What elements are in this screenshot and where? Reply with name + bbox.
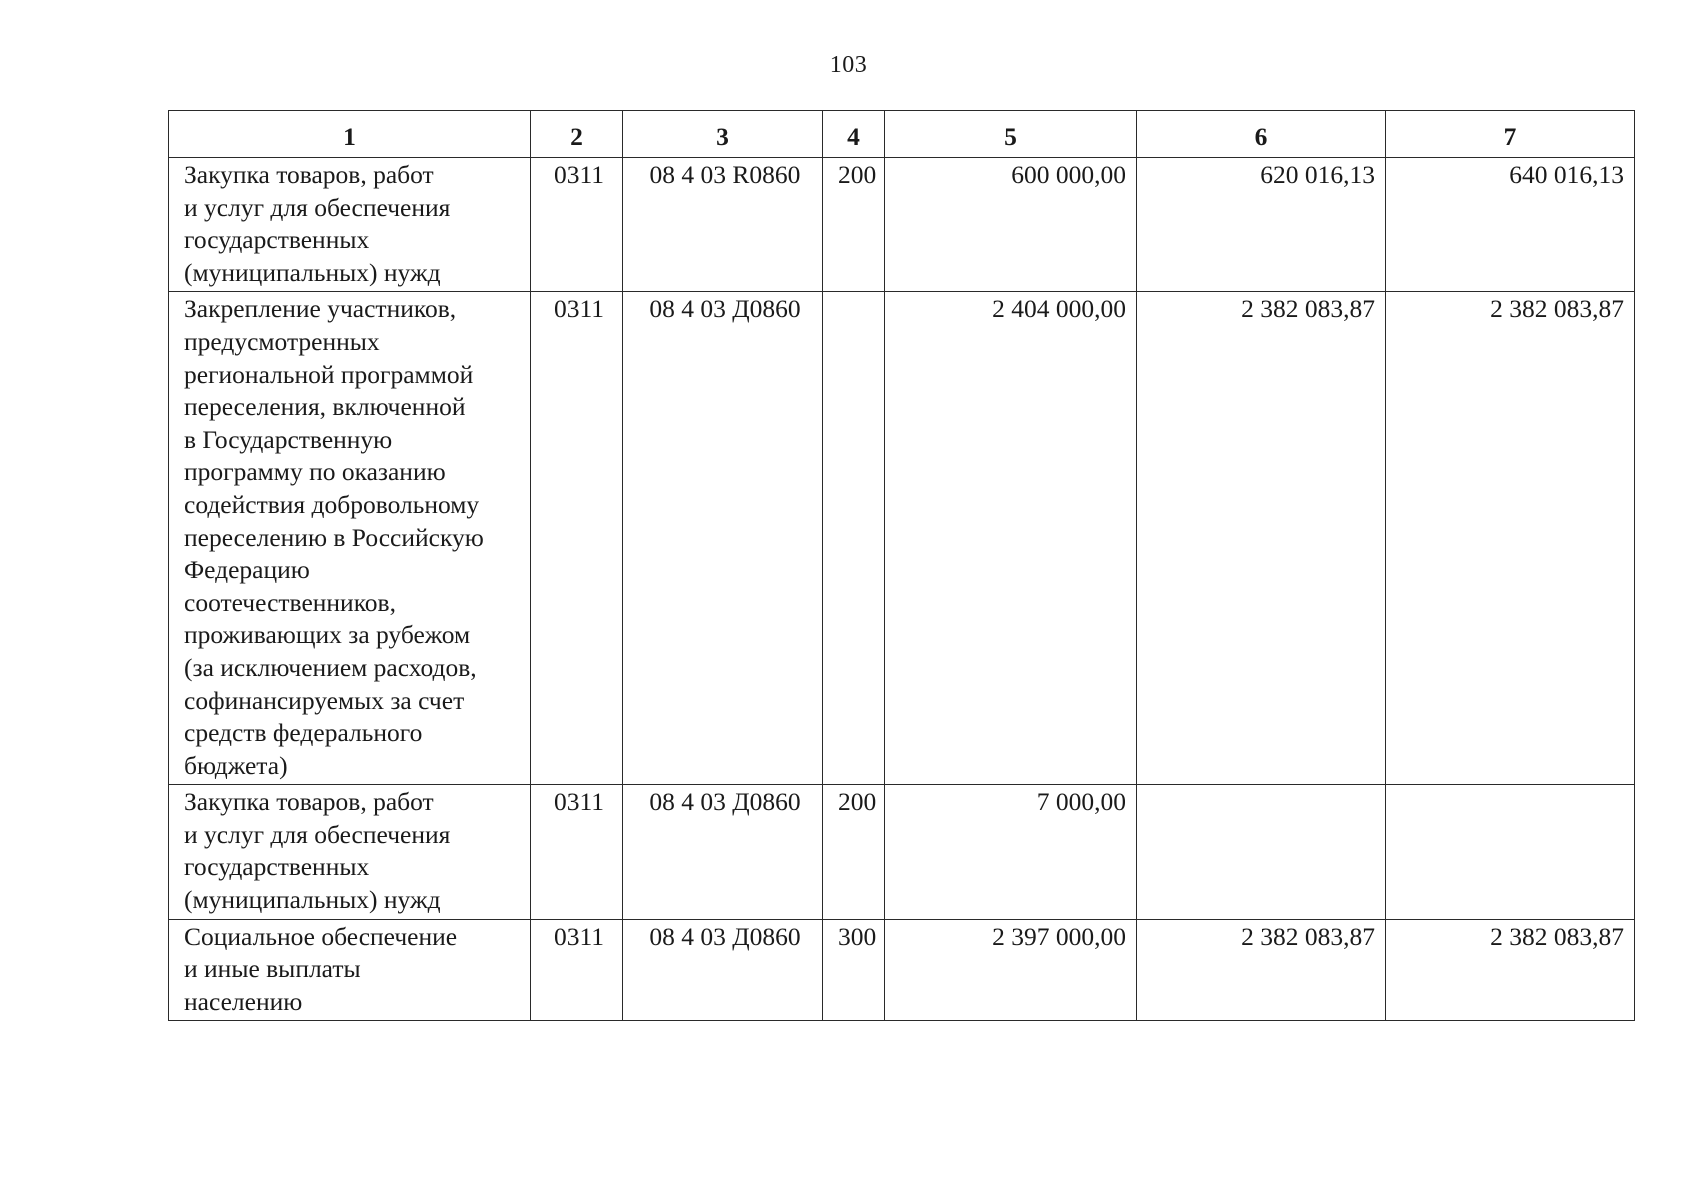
target-code-cell: 08 4 03 Д0860 <box>623 785 823 919</box>
amount-cell-7: 2 382 083,87 <box>1386 292 1635 785</box>
expense-type-cell <box>823 292 885 785</box>
expense-name-cell: Социальное обеспечение и иные выплаты населению <box>169 919 531 1021</box>
column-header: 3 <box>623 111 823 158</box>
section-code-cell: 0311 <box>531 785 623 919</box>
amount-cell-5: 2 404 000,00 <box>885 292 1137 785</box>
column-header: 5 <box>885 111 1137 158</box>
section-code-cell: 0311 <box>531 919 623 1021</box>
expense-type-cell: 300 <box>823 919 885 1021</box>
amount-cell-5: 7 000,00 <box>885 785 1137 919</box>
budget-table <box>168 110 1635 1021</box>
section-code-cell: 0311 <box>531 292 623 785</box>
amount-cell-6: 620 016,13 <box>1137 158 1386 292</box>
amount-cell-5: 600 000,00 <box>885 158 1137 292</box>
expense-name-cell: Закрепление участников, предусмотренных региональной программой переселения, включенной в Государственную программу по оказанию содействия добровольному переселению в Российскую Федерацию соотечественников, проживающих за рубежом (за исключением расходов, софинансируемых за счет средств федерального бюджета) <box>169 292 531 785</box>
column-header: 1 <box>169 111 531 158</box>
amount-cell-5: 2 397 000,00 <box>885 919 1137 1021</box>
target-code-cell: 08 4 03 Д0860 <box>623 292 823 785</box>
table-header-row <box>169 111 1635 158</box>
amount-cell-6: 2 382 083,87 <box>1137 919 1386 1021</box>
page-number: 103 <box>829 52 868 78</box>
amount-cell-6: 2 382 083,87 <box>1137 292 1386 785</box>
amount-cell-7: 2 382 083,87 <box>1386 919 1635 1021</box>
column-header: 4 <box>823 111 885 158</box>
amount-cell-7 <box>1386 785 1635 919</box>
expense-name-cell: Закупка товаров, работ и услуг для обеспечения государственных (муниципальных) нужд <box>169 158 531 292</box>
target-code-cell: 08 4 03 Д0860 <box>623 919 823 1021</box>
column-header: 6 <box>1137 111 1386 158</box>
table-row <box>169 292 1635 785</box>
section-code-cell: 0311 <box>531 158 623 292</box>
table-row <box>169 919 1635 1021</box>
amount-cell-7: 640 016,13 <box>1386 158 1635 292</box>
table-row <box>169 785 1635 919</box>
target-code-cell: 08 4 03 R0860 <box>623 158 823 292</box>
column-header: 2 <box>531 111 623 158</box>
amount-cell-6 <box>1137 785 1386 919</box>
expense-type-cell: 200 <box>823 785 885 919</box>
expense-name-cell: Закупка товаров, работ и услуг для обеспечения государственных (муниципальных) нужд <box>169 785 531 919</box>
table-row <box>169 158 1635 292</box>
expense-type-cell: 200 <box>823 158 885 292</box>
column-header: 7 <box>1386 111 1635 158</box>
